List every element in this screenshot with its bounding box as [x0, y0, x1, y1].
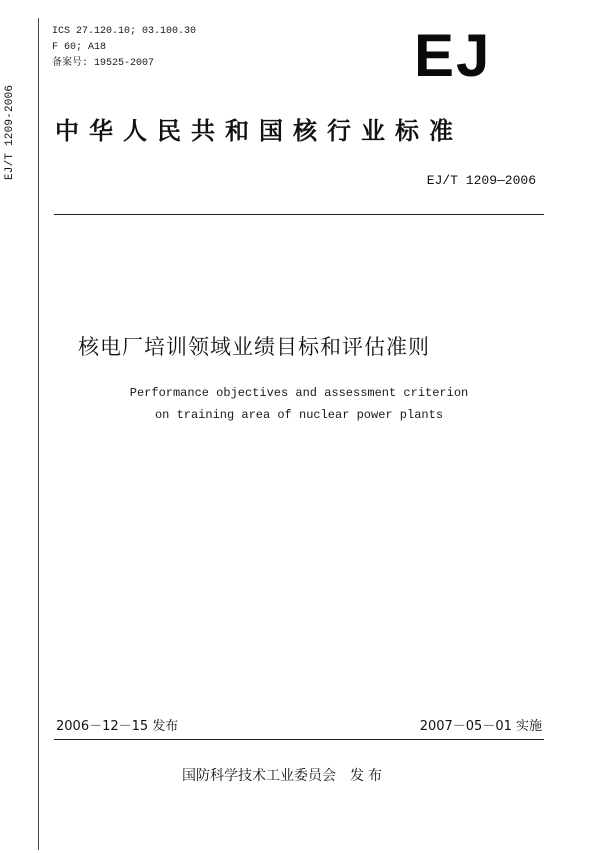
issue-date: 2006－12－15 发布	[56, 719, 179, 734]
filing-number: 备案号: 19525-2007	[52, 58, 155, 69]
side-standard-code: EJ/T 1209-2006	[4, 84, 16, 180]
left-border-line	[38, 18, 39, 850]
top-divider	[54, 214, 544, 215]
ics-code: ICS 27.120.10; 03.100.30	[52, 26, 197, 37]
english-title-line-2: on training area of nuclear power plants	[154, 408, 444, 422]
publisher-name: 国防科学技术工业委员会	[182, 768, 336, 784]
standard-number: EJ/T 1209—2006	[426, 173, 536, 188]
ej-logo: EJ	[414, 22, 492, 89]
publisher-line	[182, 765, 386, 785]
organization-title: 中华人民共和国核行业标准	[55, 117, 463, 145]
bottom-divider	[54, 739, 544, 740]
document-title-english	[124, 382, 474, 426]
implementation-date: 2007－05－01 实施	[419, 719, 542, 734]
classification-code: F 60; A18	[52, 42, 107, 53]
publish-verb: 发布	[350, 768, 386, 784]
document-title-chinese: 核电厂培训领域业绩目标和评估准则	[78, 335, 430, 359]
header-metadata	[52, 24, 196, 72]
english-title-line-1: Performance objectives and assessment criterion	[129, 386, 469, 400]
